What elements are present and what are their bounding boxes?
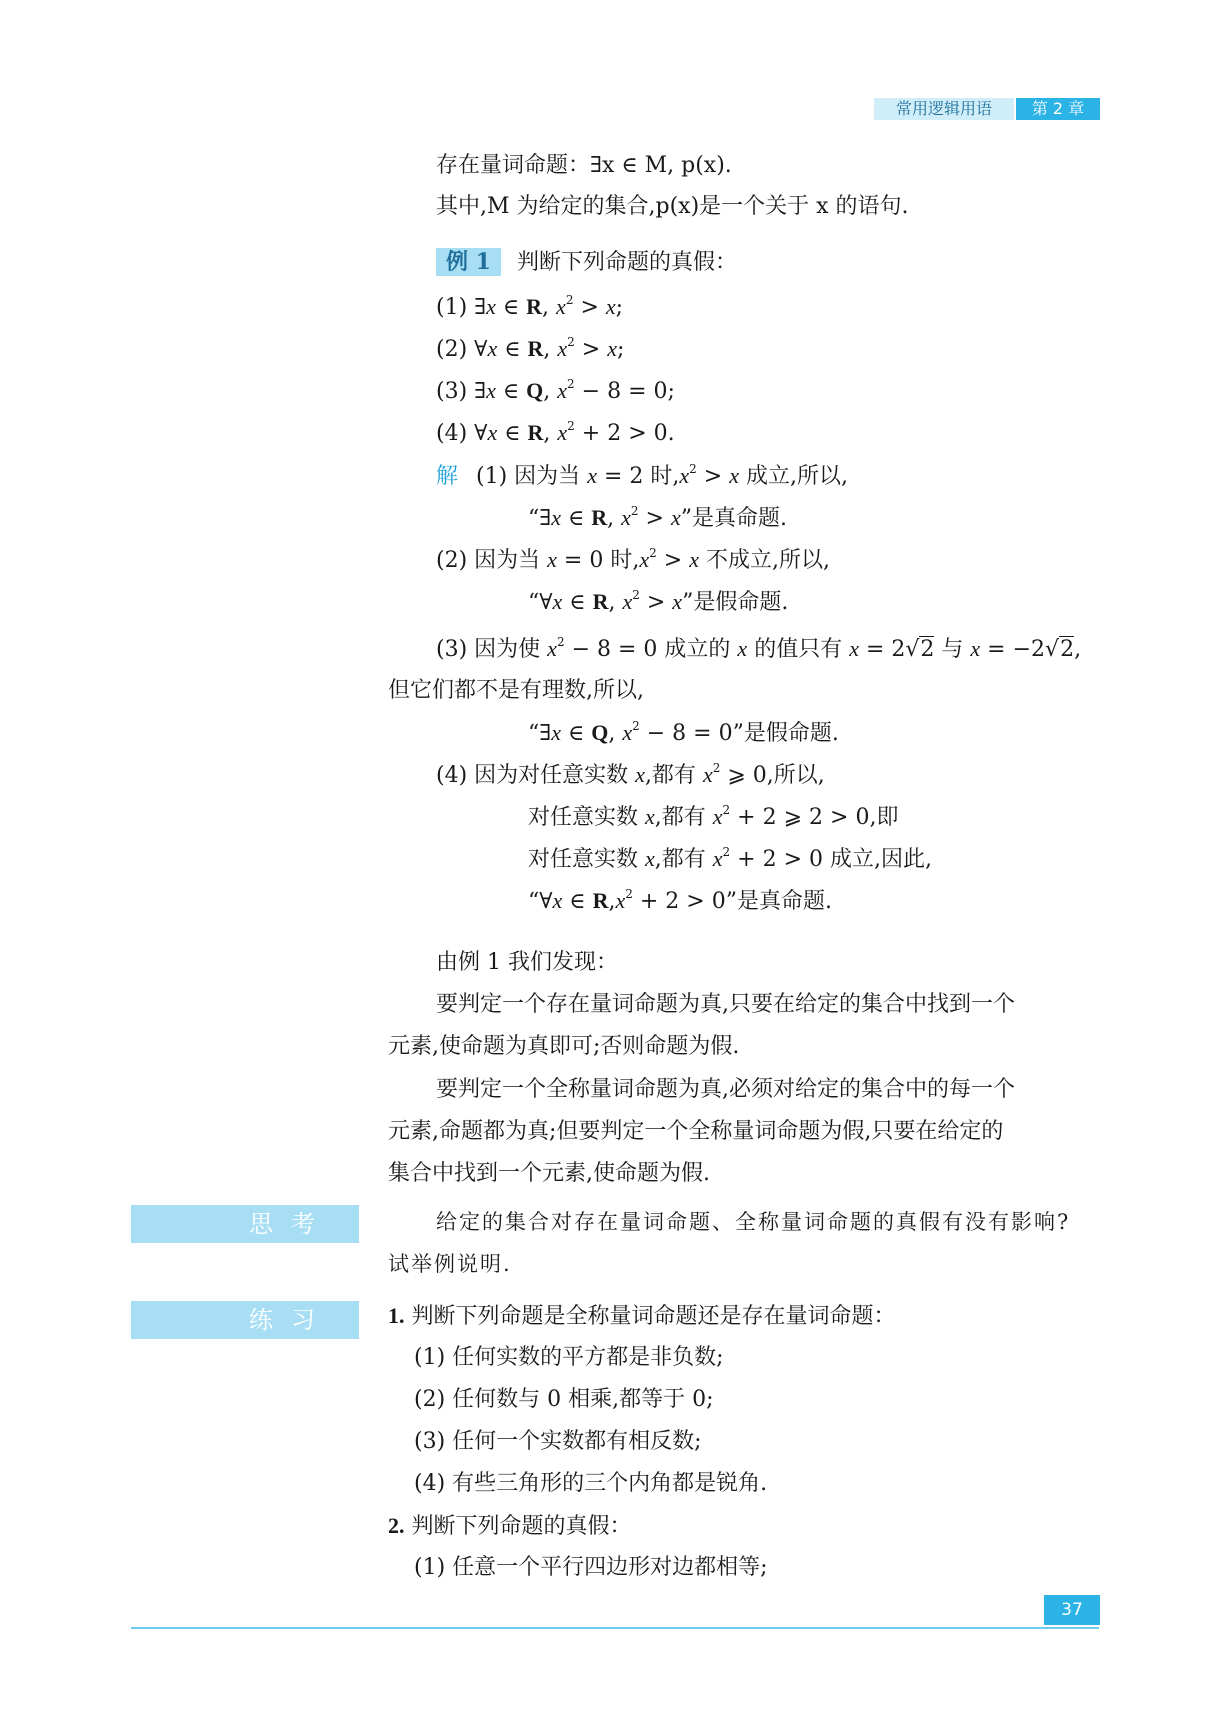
example-item-number: (2) <box>436 337 468 362</box>
solution-text: 成立,因此, <box>830 847 933 872</box>
solution-text: (3) 因为使 <box>436 637 541 662</box>
solution-part-3: (3) 因为使 $x^2 - 8 = 0$ 成立的 x 的值只有 x = 2√2 与 x = −2√2, <box>436 635 1082 662</box>
existential-definition <box>436 151 732 181</box>
existential-label: 存在量词命题： <box>436 153 591 178</box>
practice-q1-item: (3) 任何一个实数都有相反数; <box>414 1429 702 1454</box>
solution-part-4-step-2: 对任意实数 x,都有 $x^2 + 2 > 0$ 成立,因此, <box>528 845 933 872</box>
intro-note: 其中,M 为给定的集合,p(x)是一个关于 x 的语句. <box>436 194 909 219</box>
solution-part-1: 解 (1) 因为当 x = 2 时$,x^2 > x$ 成立,所以, <box>436 462 848 489</box>
solution-part-3-continued: 但它们都不是有理数,所以, <box>388 678 644 703</box>
question-text: 判断下列命题的真假： <box>411 1514 632 1539</box>
existential-formula: ∃x ∈ M, p(x). <box>590 153 732 178</box>
practice-q1-item: (2) 任何数与 0 相乘,都等于 0; <box>414 1387 714 1412</box>
example-item-4: (4) ∀x ∈ R, $x^2 + 2 > 0$. <box>436 419 675 446</box>
conclusion-paragraph-2-line-1: 要判定一个全称量词命题为真,必须对给定的集合中的每一个 <box>436 1077 1015 1102</box>
solution-text: ,都有 <box>654 847 706 872</box>
conclusion-paragraph-1-line-2: 元素,使命题为真即可;否则命题为假. <box>388 1034 740 1059</box>
solution-text: 成立的 <box>664 637 731 662</box>
solution-text: 是真命题. <box>691 506 787 531</box>
solution-text: 是真命题. <box>736 889 832 914</box>
solution-text: (2) 因为当 <box>436 548 541 573</box>
header-topic-tag: 常用逻辑用语 <box>874 98 1014 120</box>
example-heading <box>436 248 737 278</box>
example-item-number: (3) <box>436 379 468 404</box>
practice-q1-item: (4) 有些三角形的三个内角都是锐角. <box>414 1471 768 1496</box>
solution-text: 的值只有 <box>754 637 843 662</box>
think-question-line-1: 给定的集合对存在量词命题、全称量词命题的真假有没有影响? <box>436 1210 1071 1234</box>
footer-rule <box>131 1627 1099 1629</box>
question-number: 1. <box>388 1303 405 1328</box>
think-label-box: 思考 <box>131 1205 359 1243</box>
solution-part-2-result: “∀x ∈ R, $x^2 > x$”是假命题. <box>528 588 789 615</box>
solution-text: ,都有 <box>644 763 696 788</box>
solution-text: 是假命题. <box>693 590 789 615</box>
question-number: 2. <box>388 1513 405 1538</box>
header-chapter-tag: 第 2 章 <box>1016 98 1100 120</box>
solution-label: 解 <box>436 464 459 489</box>
example-item-1: (1) ∃x ∈ R, $x^2 > x$; <box>436 293 624 320</box>
example-item-3: (3) ∃x ∈ Q, $x^2 - 8 = 0$; <box>436 377 675 404</box>
practice-question-2 <box>388 1511 632 1542</box>
practice-q2-item: (1) 任意一个平行四边形对边都相等; <box>414 1555 768 1580</box>
page-number: 37 <box>1044 1595 1100 1625</box>
conclusion-paragraph-2-line-2: 元素,命题都为真;但要判定一个全称量词命题为假,只要在给定的 <box>388 1119 1004 1144</box>
solution-part-4-step-1: 对任意实数 x,都有 $x^2 + 2$ ⩾ 2 > 0,即 <box>528 803 899 830</box>
practice-question-1 <box>388 1301 896 1332</box>
solution-text: 不成立,所以, <box>705 548 830 573</box>
example-item-2: (2) ∀x ∈ R, $x^2 > x$; <box>436 335 625 362</box>
think-question-line-2: 试举例说明. <box>388 1252 512 1276</box>
solution-text: ,所以, <box>766 763 825 788</box>
solution-text: 时, <box>610 548 640 573</box>
solution-part-4-result: “∀x ∈ $R,x^2 + 2 > 0$”是真命题. <box>528 887 832 914</box>
solution-text: 与 <box>941 637 964 662</box>
solution-text: ,即 <box>869 805 899 830</box>
conclusion-lead: 由例 1 我们发现： <box>436 950 618 975</box>
solution-text: 对任意实数 <box>528 847 639 872</box>
example-prompt: 判断下列命题的真假： <box>516 250 737 275</box>
solution-text: 对任意实数 <box>528 805 639 830</box>
example-item-number: (4) <box>436 421 468 446</box>
conclusion-paragraph-1-line-1: 要判定一个存在量词命题为真,只要在给定的集合中找到一个 <box>436 992 1015 1017</box>
solution-part-3-result: “∃x ∈ Q, $x^2 - 8 = 0$”是假命题. <box>528 719 839 746</box>
solution-text: ,都有 <box>654 805 706 830</box>
question-text: 判断下列命题是全称量词命题还是存在量词命题： <box>411 1304 896 1329</box>
solution-text: 成立,所以, <box>745 464 848 489</box>
practice-q1-item: (1) 任何实数的平方都是非负数; <box>414 1345 724 1370</box>
solution-part-1-result: “∃x ∈ R, $x^2 > x$”是真命题. <box>528 504 787 531</box>
solution-part-2: (2) 因为当 x = 0 时$,x^2 > x$ 不成立,所以, <box>436 546 830 573</box>
practice-label-box: 练习 <box>131 1301 359 1339</box>
conclusion-paragraph-2-line-3: 集合中找到一个元素,使命题为假. <box>388 1161 710 1186</box>
example-item-number: (1) <box>436 295 468 320</box>
solution-text: 时, <box>650 464 680 489</box>
solution-text: (4) 因为对任意实数 <box>436 763 629 788</box>
solution-text: (1) 因为当 <box>476 464 581 489</box>
example-label: 例 1 <box>436 248 501 276</box>
solution-text: 是假命题. <box>743 721 839 746</box>
solution-part-4: (4) 因为对任意实数 x,都有 $x^2$ ⩾ 0,所以, <box>436 761 825 788</box>
